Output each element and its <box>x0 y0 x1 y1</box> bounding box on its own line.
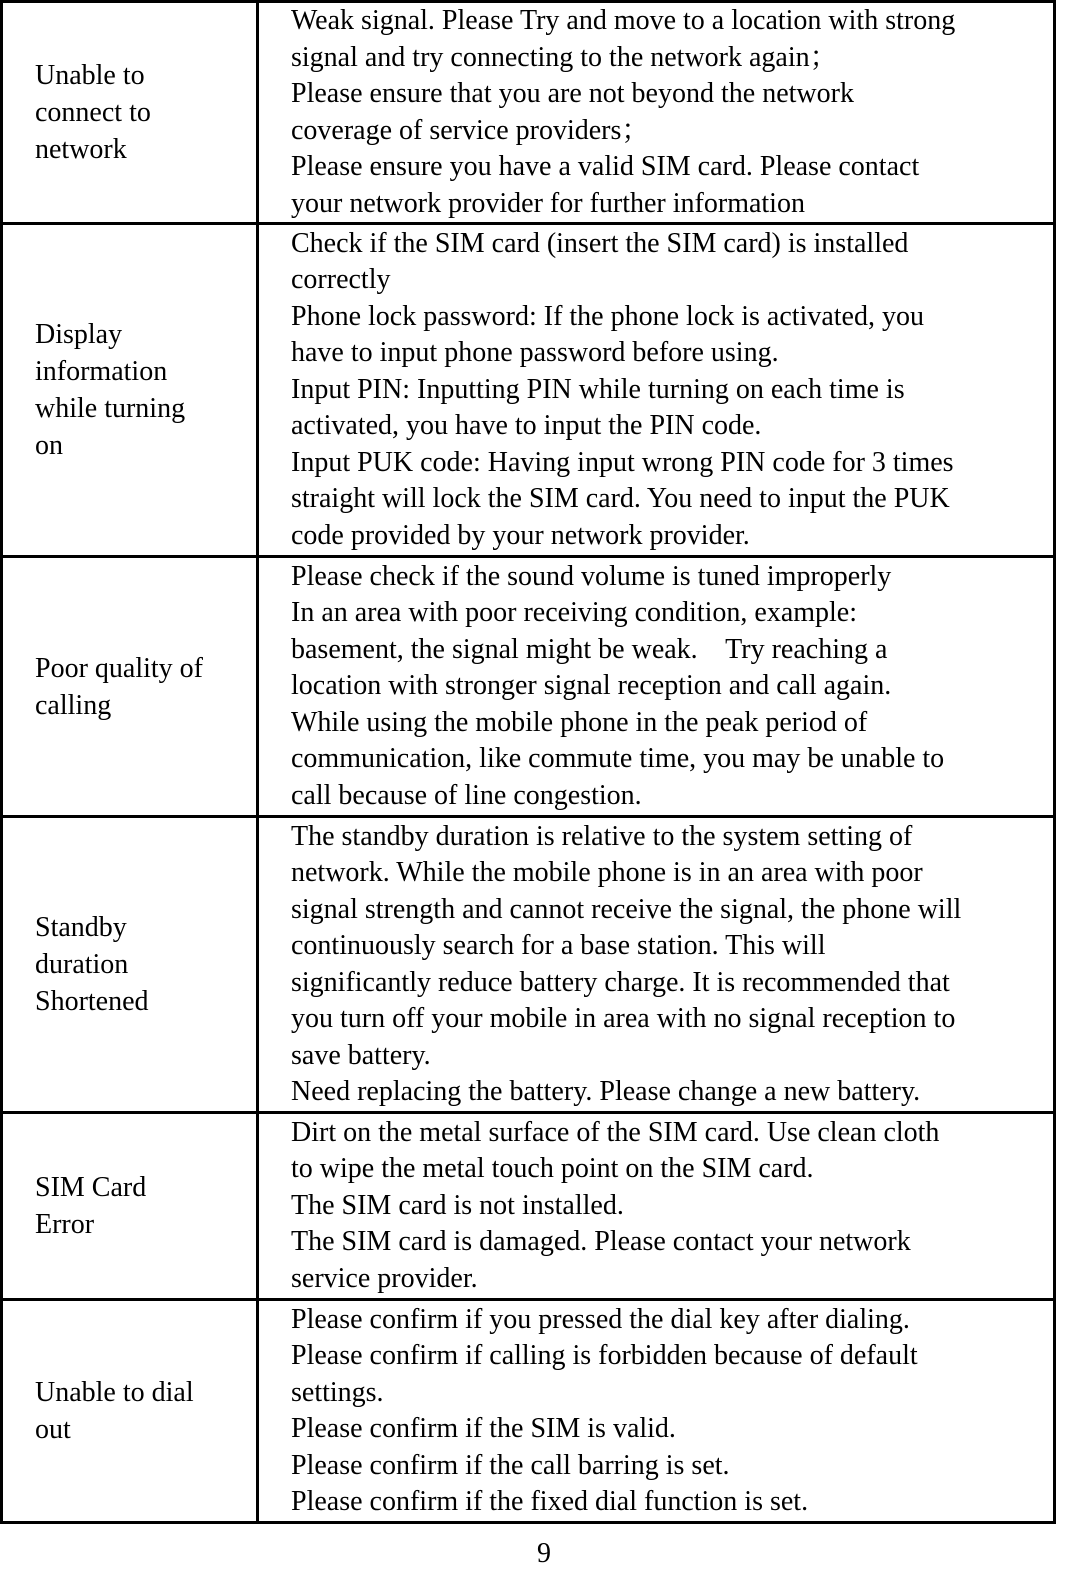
solution-line: Please confirm if you pressed the dial key after dialing. <box>291 1303 910 1335</box>
table-row <box>3 818 1053 1114</box>
problem-line: Unable to dial <box>35 1377 194 1408</box>
page-number: 9 <box>537 1538 551 1569</box>
solution-line: Check if the SIM card (insert the SIM card) is installed <box>291 227 909 259</box>
problem-line: while turning <box>35 393 186 424</box>
table-row <box>3 1301 1053 1524</box>
solution-line: Input PUK code: Having input wrong PIN code for 3 times <box>291 446 954 478</box>
table-row <box>3 225 1053 558</box>
solution-line: you turn off your mobile in area with no signal reception to <box>291 1003 956 1034</box>
problem-line: Standby <box>35 912 127 943</box>
problem-line: duration <box>35 949 129 980</box>
solution-line: coverage of service providers； <box>291 114 650 146</box>
solution-line: Please confirm if the SIM is valid. <box>291 1413 676 1444</box>
problem-line: out <box>35 1414 71 1445</box>
solution-line: The SIM card is damaged. Please contact your network <box>291 1226 911 1258</box>
solution-line: Please confirm if calling is forbidden because of default <box>291 1340 918 1371</box>
solution-line: correctly <box>291 264 391 296</box>
problem-line: information <box>35 356 168 387</box>
solution-line: Need replacing the battery. Please change a new battery. <box>291 1076 921 1107</box>
solution-line: settings. <box>291 1376 384 1408</box>
solution-line: Please ensure you have a valid SIM card. Please contact <box>291 151 920 182</box>
solution-line: The SIM card is not installed. <box>291 1189 624 1221</box>
problem-line: network <box>35 134 127 165</box>
problem-cell <box>3 818 259 1111</box>
solution-cell <box>259 558 1053 815</box>
problem-line: Display <box>35 319 123 350</box>
solution-cell <box>259 3 1053 222</box>
solution-line: have to input phone password before using. <box>291 337 779 369</box>
solution-line: code provided by your network provider. <box>291 519 750 551</box>
problem-line: Unable to <box>35 60 145 91</box>
solution-line: Input PIN: Inputting PIN while turning on each time is <box>291 373 905 405</box>
table-row <box>3 558 1053 818</box>
problem-cell <box>3 3 259 222</box>
problem-cell <box>3 1301 259 1521</box>
solution-line: save battery. <box>291 1039 431 1071</box>
solution-line: significantly reduce battery charge. It is recommended that <box>291 966 950 998</box>
problem-line: calling <box>35 689 112 721</box>
solution-line: Please confirm if the call barring is set. <box>291 1449 730 1481</box>
problem-line: on <box>35 430 63 461</box>
solution-line: location with stronger signal reception and call again. <box>291 670 892 702</box>
solution-line: your network provider for further information <box>291 187 805 219</box>
solution-line: The standby duration is relative to the system setting of <box>291 820 913 852</box>
solution-line: Weak signal. Please Try and move to a location with strong <box>291 5 956 36</box>
solution-cell <box>259 225 1053 555</box>
problem-line: connect to <box>35 97 151 128</box>
solution-cell <box>259 1114 1053 1298</box>
problem-cell <box>3 1114 259 1298</box>
problem-cell <box>3 225 259 555</box>
solution-line: straight will lock the SIM card. You need to input the PUK <box>291 483 950 515</box>
problem-line: SIM Card <box>35 1172 147 1203</box>
solution-line: While using the mobile phone in the peak period of <box>291 706 868 738</box>
solution-line: service provider. <box>291 1262 478 1294</box>
solution-line: basement, the signal might be weak. Try reaching a <box>291 633 888 665</box>
solution-cell <box>259 1301 1053 1521</box>
solution-line: signal strength and cannot receive the signal, the phone will <box>291 893 962 925</box>
solution-line: signal and try connecting to the network again； <box>291 41 838 73</box>
solution-line: Please ensure that you are not beyond the network <box>291 78 854 109</box>
solution-line: Please confirm if the fixed dial function is set. <box>291 1486 809 1517</box>
solution-line: communication, like commute time, you may be unable to <box>291 743 945 775</box>
solution-line: activated, you have to input the PIN code. <box>291 410 762 442</box>
solution-line: continuously search for a base station. This will <box>291 930 826 961</box>
solution-line: Please check if the sound volume is tuned improperly <box>291 560 892 592</box>
problem-cell <box>3 558 259 815</box>
solution-line: Phone lock password: If the phone lock is activated, you <box>291 300 924 332</box>
problem-line: Poor quality of <box>35 652 203 684</box>
problem-line: Shortened <box>35 986 149 1017</box>
solution-line: In an area with poor receiving condition, example: <box>291 597 858 629</box>
table-row <box>3 1114 1053 1301</box>
solution-line: Dirt on the metal surface of the SIM card. Use clean cloth <box>291 1116 940 1148</box>
solution-line: to wipe the metal touch point on the SIM card. <box>291 1153 814 1185</box>
problem-line: Error <box>35 1209 95 1240</box>
table-row <box>3 3 1053 225</box>
solution-line: call because of line congestion. <box>291 779 642 811</box>
solution-cell <box>259 818 1053 1111</box>
solution-line: network. While the mobile phone is in an area with poor <box>291 857 923 888</box>
